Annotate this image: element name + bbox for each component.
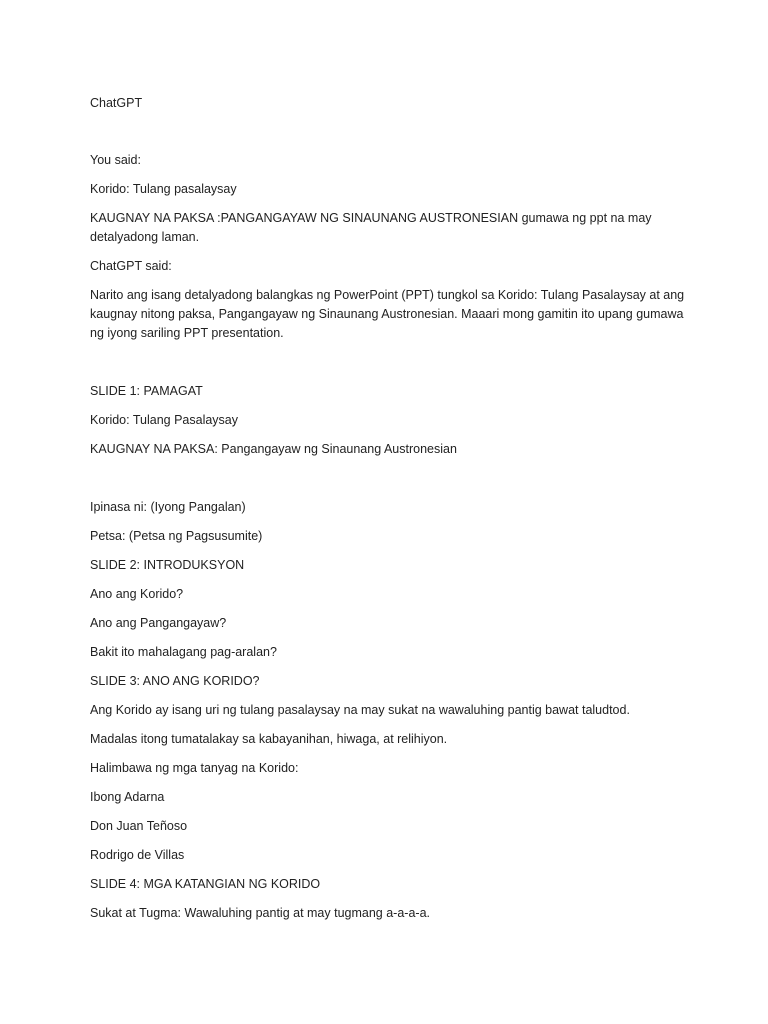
intro-paragraph: Narito ang isang detalyadong balangkas ng PowerPoint (PPT) tungkol sa Korido: Tulang Pasalaysay at ang kaugnay nitong paksa, Pangangayaw ng Sinaunang Austronesian. Maaari mong gamitin ito upang gumawa ng iyong sariling PPT presentation. <box>90 288 685 340</box>
slide-heading: SLIDE 4: MGA KATANGIAN NG KORIDO <box>90 877 321 891</box>
user-message-line: KAUGNAY NA PAKSA :PANGANGAYAW NG SINAUNANG AUSTRONESIAN gumawa ng ppt na may detalyadong laman. <box>90 211 652 244</box>
slide-content-line: Ano ang Korido? <box>90 587 184 601</box>
slide-content-line: Ano ang Pangangayaw? <box>90 616 227 630</box>
slide-content-line: Korido: Tulang Pasalaysay <box>90 413 239 427</box>
list-item: Rodrigo de Villas <box>90 848 185 862</box>
slide-content-line: Ipinasa ni: (Iyong Pangalan) <box>90 500 246 514</box>
list-item: Don Juan Teñoso <box>90 819 188 833</box>
assistant-label: ChatGPT said: <box>90 259 172 273</box>
slide-content-line: Halimbawa ng mga tanyag na Korido: <box>90 761 299 775</box>
list-item: Ibong Adarna <box>90 790 165 804</box>
user-message-line: Korido: Tulang pasalaysay <box>90 182 237 196</box>
user-label: You said: <box>90 153 141 167</box>
slide-heading: SLIDE 3: ANO ANG KORIDO? <box>90 674 260 688</box>
slide-content-line: Petsa: (Petsa ng Pagsusumite) <box>90 529 263 543</box>
slide-content-line: Sukat at Tugma: Wawaluhing pantig at may tugmang a-a-a-a. <box>90 906 430 920</box>
slide-heading: SLIDE 2: INTRODUKSYON <box>90 558 245 572</box>
slide-content-line: Bakit ito mahalagang pag-aralan? <box>90 645 277 659</box>
slide-content-line: Madalas itong tumatalakay sa kabayanihan, hiwaga, at relihiyon. <box>90 732 448 746</box>
slide-content-line: KAUGNAY NA PAKSA: Pangangayaw ng Sinaunang Austronesian <box>90 442 457 456</box>
slide-heading: SLIDE 1: PAMAGAT <box>90 384 203 398</box>
app-title: ChatGPT <box>90 96 143 110</box>
slide-content-line: Ang Korido ay isang uri ng tulang pasalaysay na may sukat na wawaluhing pantig bawat taludtod. <box>90 703 630 717</box>
